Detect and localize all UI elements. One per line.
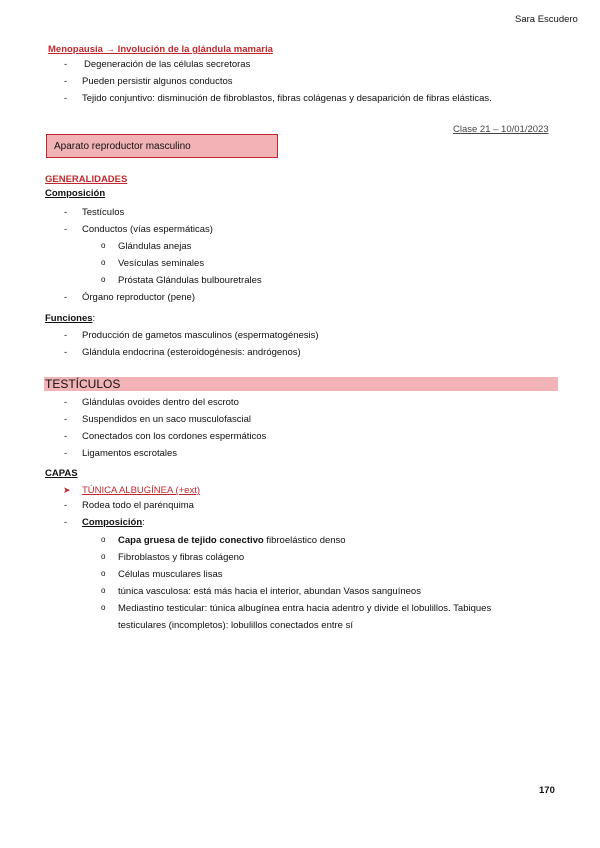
list-item: Testículos xyxy=(82,207,125,218)
dash-bullet: - xyxy=(64,448,68,459)
capas-heading: CAPAS xyxy=(45,468,78,479)
arrow-bullet-icon: ➤ xyxy=(63,485,71,495)
sub-list-item: Fibroblastos y fibras colágeno xyxy=(118,552,245,563)
dash-bullet: - xyxy=(64,224,68,235)
sub-list-item: Glándulas anejas xyxy=(118,241,192,252)
list-item: Degeneración de las células secretoras xyxy=(84,59,251,70)
sub-list-item: Próstata Glándulas bulbouretrales xyxy=(118,275,262,286)
sub-list-item: Mediastino testicular: túnica albugínea entra hacia adentro y divide el lobulillos. Tabiques xyxy=(118,603,492,614)
section-title-box xyxy=(46,134,278,158)
dash-bullet: - xyxy=(64,517,68,528)
dash-bullet: - xyxy=(64,292,68,303)
sub-list-item: Células musculares lisas xyxy=(118,569,223,580)
circle-bullet: o xyxy=(101,586,106,595)
page-number: 170 xyxy=(539,785,555,796)
dash-bullet: - xyxy=(64,76,68,87)
colon: : xyxy=(92,313,96,324)
list-item: Glándulas ovoides dentro del escroto xyxy=(82,397,239,408)
sub-list-item: túnica vasculosa: está más hacia el interior, abundan Vasos sanguíneos xyxy=(118,586,421,597)
dash-bullet: - xyxy=(64,397,68,408)
list-item: Suspendidos en un saco musculofascial xyxy=(82,414,251,425)
comp-bold: Capa gruesa de tejido conectivo xyxy=(118,535,264,546)
list-item: Ligamentos escrotales xyxy=(82,448,178,459)
circle-bullet: o xyxy=(101,258,106,267)
sub-list-item xyxy=(118,535,346,546)
funciones-label: Funciones xyxy=(45,313,93,324)
dash-bullet: - xyxy=(64,414,68,425)
dash-bullet: - xyxy=(64,431,68,442)
list-item: Rodea todo el parénquima xyxy=(82,500,194,511)
dash-bullet: - xyxy=(64,330,68,341)
composicion-label-2: Composición xyxy=(82,517,143,528)
circle-bullet: o xyxy=(101,241,106,250)
list-item: Conductos (vías espermáticas) xyxy=(82,224,213,235)
list-item: Conectados con los cordones espermáticos xyxy=(82,431,267,442)
tunica-heading: TÚNICA ALBUGÍNEA (+ext) xyxy=(82,485,200,496)
section-title: Aparato reproductor masculino xyxy=(54,141,191,152)
generalidades-heading: GENERALIDADES xyxy=(45,174,128,185)
sub-list-item: Vesículas seminales xyxy=(118,258,205,269)
dash-bullet: - xyxy=(64,347,68,358)
testiculos-heading: TESTÍCULOS xyxy=(45,377,121,391)
list-item: Pueden persistir algunos conductos xyxy=(82,76,233,87)
circle-bullet: o xyxy=(101,603,106,612)
comp-rest: fibroelástico denso xyxy=(263,535,346,546)
circle-bullet: o xyxy=(101,569,106,578)
colon: : xyxy=(142,517,145,528)
list-item: Órgano reproductor (pene) xyxy=(82,292,196,303)
composicion-row xyxy=(82,517,145,528)
composicion-label: Composición xyxy=(45,188,106,199)
dash-bullet: - xyxy=(64,93,68,104)
list-item: Tejido conjuntivo: disminución de fibroblastos, fibras colágenas y desaparición de fibras elásticas. xyxy=(82,93,492,104)
circle-bullet: o xyxy=(101,552,106,561)
testiculos-band xyxy=(44,377,558,391)
circle-bullet: o xyxy=(101,535,106,544)
dash-bullet: - xyxy=(64,500,68,511)
dash-bullet: - xyxy=(64,207,68,218)
header-author: Sara Escudero xyxy=(515,14,578,25)
sub-list-item-cont: testiculares (incompletos): lobulillos conectados entre sí xyxy=(118,620,353,631)
circle-bullet: o xyxy=(101,275,106,284)
funciones-label-row xyxy=(45,313,95,324)
dash-bullet: - xyxy=(64,59,68,70)
clase-date: Clase 21 – 10/01/2023 xyxy=(453,124,549,135)
list-item: Producción de gametos masculinos (espermatogénesis) xyxy=(82,330,319,341)
list-item: Glándula endocrina (esteroidogénesis: andrógenos) xyxy=(82,347,301,358)
menopausia-heading: Menopausia → Involución de la glándula mamaria xyxy=(48,44,273,55)
